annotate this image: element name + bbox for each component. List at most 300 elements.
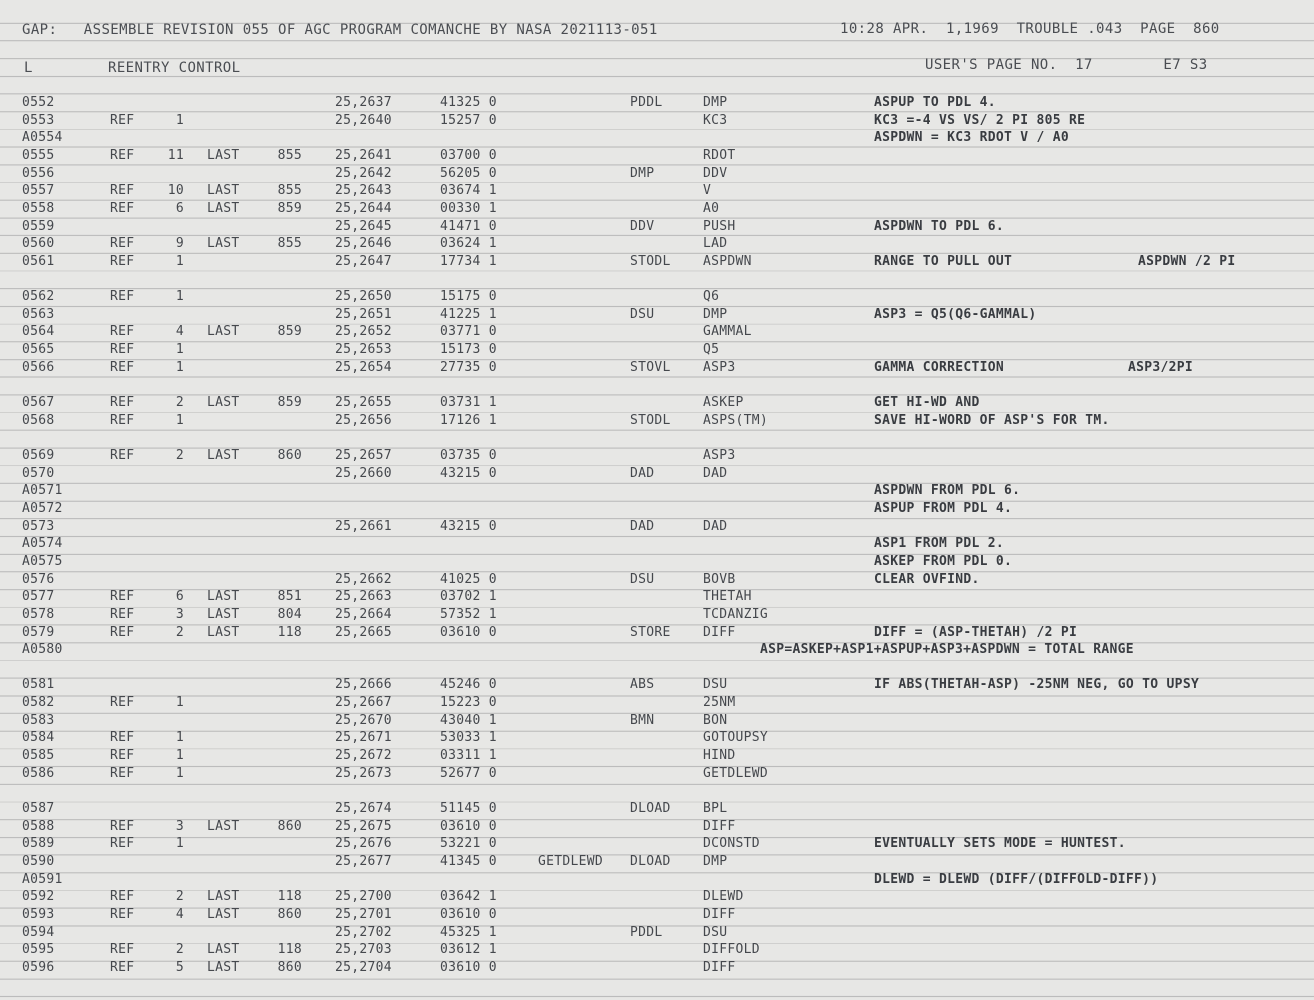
ref-marker: REF <box>110 836 135 852</box>
comment: ASP1 FROM PDL 2. <box>874 536 1005 552</box>
operand: ASPS(TM) <box>703 412 769 428</box>
last-page: 859 <box>277 324 302 340</box>
line-number: A0591 <box>22 871 63 887</box>
listing-row <box>0 466 1314 484</box>
ref-count: 1 <box>175 748 184 764</box>
operand: A0 <box>703 200 720 216</box>
line-number: A0571 <box>22 483 63 499</box>
octal-code: 41325 0 <box>440 95 497 110</box>
listing-row <box>0 342 1314 360</box>
operand: V <box>703 183 712 199</box>
listing-row <box>0 872 1314 890</box>
line-number: 0556 <box>22 165 55 181</box>
last-marker: LAST <box>207 589 240 605</box>
line-number: A0580 <box>22 642 63 658</box>
listing-row <box>0 201 1314 219</box>
address: 25,2676 <box>335 836 392 852</box>
listing-row <box>0 501 1314 519</box>
operand: THETAH <box>703 589 752 605</box>
line-number: 0553 <box>22 112 55 128</box>
octal-code: 15257 0 <box>440 112 497 128</box>
operand: DMP <box>703 95 728 110</box>
listing-row <box>0 925 1314 943</box>
listing-row <box>0 836 1314 854</box>
operand: BON <box>703 712 728 728</box>
listing-row <box>0 554 1314 572</box>
listing-row <box>0 219 1314 237</box>
octal-code: 43215 0 <box>440 518 497 534</box>
ref-count: 1 <box>175 836 184 852</box>
operand: HIND <box>703 748 736 764</box>
opcode: DAD <box>630 518 655 534</box>
opcode: DLOAD <box>630 853 671 869</box>
last-marker: LAST <box>207 448 240 463</box>
last-marker: LAST <box>207 624 240 640</box>
ref-marker: REF <box>110 589 135 605</box>
operand: 25NM <box>703 695 736 711</box>
octal-code: 03610 0 <box>440 624 497 640</box>
last-marker: LAST <box>207 959 240 975</box>
comment: CLEAR OVFIND. <box>874 571 980 587</box>
listing-row <box>0 677 1314 695</box>
operand: BOVB <box>703 571 736 587</box>
operand: ASKEP <box>703 395 744 411</box>
opcode: DLOAD <box>630 801 671 816</box>
line-number: 0563 <box>22 306 55 322</box>
ref-count: 1 <box>175 342 184 358</box>
line-number: 0584 <box>22 730 55 746</box>
address: 25,2645 <box>335 218 392 234</box>
listing-row <box>0 660 1314 678</box>
line-number: 0593 <box>22 906 55 922</box>
address: 25,2647 <box>335 253 392 269</box>
address: 25,2701 <box>335 906 392 922</box>
operand: DMP <box>703 853 728 869</box>
line-number: 0552 <box>22 95 55 110</box>
octal-code: 03642 1 <box>440 889 497 905</box>
address: 25,2700 <box>335 889 392 905</box>
last-marker: LAST <box>207 324 240 340</box>
last-page: 855 <box>277 147 302 163</box>
line-number: 0585 <box>22 748 55 764</box>
operand: KC3 <box>703 112 728 128</box>
octal-code: 03610 0 <box>440 818 497 834</box>
listing-row <box>0 854 1314 872</box>
listing-row <box>0 819 1314 837</box>
ref-marker: REF <box>110 359 135 375</box>
octal-code: 03311 1 <box>440 748 497 764</box>
address: 25,2673 <box>335 765 392 781</box>
ref-count: 2 <box>175 624 184 640</box>
listing-row <box>0 483 1314 501</box>
ref-marker: REF <box>110 253 135 269</box>
address: 25,2704 <box>335 959 392 975</box>
ref-marker: REF <box>110 236 135 252</box>
ref-marker: REF <box>110 324 135 340</box>
line-number: 0557 <box>22 183 55 199</box>
line-number: 0576 <box>22 571 55 587</box>
line-number: 0573 <box>22 518 55 534</box>
address: 25,2703 <box>335 942 392 958</box>
address: 25,2655 <box>335 395 392 411</box>
address: 25,2674 <box>335 801 392 816</box>
comment-extra: ASPDWN /2 PI <box>1138 253 1236 269</box>
ref-count: 3 <box>175 606 184 622</box>
opcode: BMN <box>630 712 655 728</box>
comment: ASPDWN TO PDL 6. <box>874 218 1005 234</box>
address: 25,2641 <box>335 147 392 163</box>
ref-count: 2 <box>175 448 184 463</box>
address: 25,2672 <box>335 748 392 764</box>
last-page: 804 <box>277 606 302 622</box>
last-marker: LAST <box>207 236 240 252</box>
comment: KC3 =-4 VS VS/ 2 PI 805 RE <box>874 112 1086 128</box>
listing-row <box>0 148 1314 166</box>
octal-code: 03612 1 <box>440 942 497 958</box>
operand: DCONSTD <box>703 836 760 852</box>
octal-code: 27735 0 <box>440 359 497 375</box>
last-page: 851 <box>277 589 302 605</box>
listing-row <box>0 713 1314 731</box>
line-number: 0555 <box>22 147 55 163</box>
listing-row <box>0 801 1314 819</box>
ref-marker: REF <box>110 959 135 975</box>
line-number: 0562 <box>22 289 55 305</box>
listing-row <box>0 307 1314 325</box>
ref-marker: REF <box>110 448 135 463</box>
operand: DIFF <box>703 818 736 834</box>
ref-marker: REF <box>110 818 135 834</box>
comment: ASPDWN = KC3 RDOT V / A0 <box>874 130 1070 146</box>
line-number: 0594 <box>22 924 55 940</box>
listing-row <box>0 272 1314 290</box>
ref-count: 2 <box>175 942 184 958</box>
octal-code: 03610 0 <box>440 906 497 922</box>
last-page: 860 <box>277 959 302 975</box>
address: 25,2650 <box>335 289 392 305</box>
comment: ASPDWN FROM PDL 6. <box>874 483 1021 499</box>
listing-row <box>0 183 1314 201</box>
opcode: PDDL <box>630 95 663 110</box>
octal-code: 17734 1 <box>440 253 497 269</box>
ref-marker: REF <box>110 112 135 128</box>
address: 25,2651 <box>335 306 392 322</box>
last-marker: LAST <box>207 942 240 958</box>
ref-count: 1 <box>175 765 184 781</box>
line-number: 0568 <box>22 412 55 428</box>
comment: ASKEP FROM PDL 0. <box>874 553 1013 569</box>
address: 25,2677 <box>335 853 392 869</box>
header-user-page: USER'S PAGE NO. 17 E7 S3 <box>925 57 1208 73</box>
ref-marker: REF <box>110 942 135 958</box>
line-number: 0569 <box>22 448 55 463</box>
ref-count: 1 <box>175 359 184 375</box>
last-page: 118 <box>277 624 302 640</box>
listing-row <box>0 572 1314 590</box>
comment: EVENTUALLY SETS MODE = HUNTEST. <box>874 836 1126 852</box>
comment: GAMMA CORRECTION <box>874 359 1005 375</box>
line-number: 0587 <box>22 801 55 816</box>
octal-code: 56205 0 <box>440 165 497 181</box>
ref-marker: REF <box>110 147 135 163</box>
comment: DLEWD = DLEWD (DIFF/(DIFFOLD-DIFF)) <box>874 871 1159 887</box>
line-number: 0567 <box>22 395 55 411</box>
line-number: 0577 <box>22 589 55 605</box>
last-page: 118 <box>277 942 302 958</box>
octal-code: 45246 0 <box>440 677 497 693</box>
opcode: DAD <box>630 465 655 481</box>
line-number: 0566 <box>22 359 55 375</box>
line-number: 0596 <box>22 959 55 975</box>
label: GETDLEWD <box>538 853 604 869</box>
operand: DIFFOLD <box>703 942 760 958</box>
address: 25,2657 <box>335 448 392 463</box>
last-marker: LAST <box>207 147 240 163</box>
octal-code: 03735 0 <box>440 448 497 463</box>
octal-code: 53033 1 <box>440 730 497 746</box>
last-marker: LAST <box>207 395 240 411</box>
line-number: 0582 <box>22 695 55 711</box>
octal-code: 51145 0 <box>440 801 497 816</box>
ref-marker: REF <box>110 606 135 622</box>
last-marker: LAST <box>207 818 240 834</box>
last-marker: LAST <box>207 906 240 922</box>
line-number: 0579 <box>22 624 55 640</box>
octal-code: 15173 0 <box>440 342 497 358</box>
ref-count: 10 <box>167 183 184 199</box>
octal-code: 03624 1 <box>440 236 497 252</box>
octal-code: 03610 0 <box>440 959 497 975</box>
comment: ASP3 = Q5(Q6-GAMMAL) <box>874 306 1037 322</box>
address: 25,2653 <box>335 342 392 358</box>
line-number: A0572 <box>22 500 63 516</box>
listing-row <box>0 589 1314 607</box>
operand: DDV <box>703 165 728 181</box>
last-marker: LAST <box>207 889 240 905</box>
operand: ASPDWN <box>703 253 752 269</box>
ref-marker: REF <box>110 906 135 922</box>
address: 25,2675 <box>335 818 392 834</box>
listing-row <box>0 236 1314 254</box>
listing-row <box>0 95 1314 113</box>
address: 25,2702 <box>335 924 392 940</box>
octal-code: 41225 1 <box>440 306 497 322</box>
operand: Q6 <box>703 289 720 305</box>
comment-wide: ASP=ASKEP+ASP1+ASPUP+ASP3+ASPDWN = TOTAL RANGE <box>760 642 1134 658</box>
octal-code: 52677 0 <box>440 765 497 781</box>
address: 25,2663 <box>335 589 392 605</box>
octal-code: 03700 0 <box>440 147 497 163</box>
comment: RANGE TO PULL OUT <box>874 253 1013 269</box>
line-number: 0592 <box>22 889 55 905</box>
comment-extra: ASP3/2PI <box>1128 359 1194 375</box>
comment: GET HI-WD AND <box>874 395 980 411</box>
operand: RDOT <box>703 147 736 163</box>
ref-count: 1 <box>175 112 184 128</box>
operand: DSU <box>703 677 728 693</box>
header-date-page: 10:28 APR. 1,1969 TROUBLE .043 PAGE 860 <box>840 21 1220 37</box>
ref-count: 9 <box>175 236 184 252</box>
line-number: A0575 <box>22 553 63 569</box>
ref-count: 6 <box>175 200 184 216</box>
listing-row <box>0 289 1314 307</box>
last-page: 855 <box>277 183 302 199</box>
listing-row <box>0 695 1314 713</box>
listing-row <box>0 907 1314 925</box>
address: 25,2637 <box>335 95 392 110</box>
address: 25,2666 <box>335 677 392 693</box>
header-section-title: REENTRY CONTROL <box>108 60 241 76</box>
line-number: 0565 <box>22 342 55 358</box>
octal-code: 03702 1 <box>440 589 497 605</box>
line-number: 0583 <box>22 712 55 728</box>
address: 25,2667 <box>335 695 392 711</box>
listing-row <box>0 607 1314 625</box>
listing-row <box>0 942 1314 960</box>
listing-row <box>0 960 1314 978</box>
opcode: STORE <box>630 624 671 640</box>
operand: GOTOUPSY <box>703 730 769 746</box>
last-page: 860 <box>277 448 302 463</box>
listing-row <box>0 783 1314 801</box>
octal-code: 41025 0 <box>440 571 497 587</box>
octal-code: 15223 0 <box>440 695 497 711</box>
ref-count: 6 <box>175 589 184 605</box>
listing-row <box>0 642 1314 660</box>
address: 25,2646 <box>335 236 392 252</box>
ref-marker: REF <box>110 730 135 746</box>
header-title: GAP: ASSEMBLE REVISION 055 OF AGC PROGRAM COMANCHE BY NASA 2021113-051 <box>22 22 658 38</box>
line-number: 0578 <box>22 606 55 622</box>
last-marker: LAST <box>207 183 240 199</box>
line-number: 0564 <box>22 324 55 340</box>
address: 25,2670 <box>335 712 392 728</box>
octal-code: 57352 1 <box>440 606 497 622</box>
octal-code: 53221 0 <box>440 836 497 852</box>
listing-row <box>0 360 1314 378</box>
comment: ASPUP FROM PDL 4. <box>874 500 1013 516</box>
octal-code: 45325 1 <box>440 924 497 940</box>
ref-count: 11 <box>167 147 184 163</box>
opcode: STODL <box>630 412 671 428</box>
ref-count: 4 <box>175 324 184 340</box>
line-number: 0595 <box>22 942 55 958</box>
line-number: A0554 <box>22 130 63 146</box>
ref-marker: REF <box>110 289 135 305</box>
ref-marker: REF <box>110 765 135 781</box>
line-number: 0581 <box>22 677 55 693</box>
ref-marker: REF <box>110 412 135 428</box>
listing-row <box>0 766 1314 784</box>
opcode: ABS <box>630 677 655 693</box>
last-page: 860 <box>277 906 302 922</box>
operand: DSU <box>703 924 728 940</box>
octal-code: 43040 1 <box>440 712 497 728</box>
operand: ASP3 <box>703 448 736 463</box>
ref-count: 1 <box>175 412 184 428</box>
listing-row <box>0 254 1314 272</box>
operand: DMP <box>703 306 728 322</box>
line-number: 0586 <box>22 765 55 781</box>
operand: DAD <box>703 465 728 481</box>
ref-count: 2 <box>175 889 184 905</box>
ref-marker: REF <box>110 889 135 905</box>
listing-row <box>0 395 1314 413</box>
comment: ASPUP TO PDL 4. <box>874 95 996 110</box>
ref-marker: REF <box>110 342 135 358</box>
listing-row <box>0 748 1314 766</box>
operand: BPL <box>703 801 728 816</box>
operand: DIFF <box>703 624 736 640</box>
address: 25,2640 <box>335 112 392 128</box>
last-page: 118 <box>277 889 302 905</box>
last-page: 859 <box>277 395 302 411</box>
ref-marker: REF <box>110 748 135 764</box>
listing-row <box>0 889 1314 907</box>
ref-count: 5 <box>175 959 184 975</box>
ref-count: 4 <box>175 906 184 922</box>
listing-row <box>0 324 1314 342</box>
listing-row <box>0 430 1314 448</box>
address: 25,2652 <box>335 324 392 340</box>
line-number: 0561 <box>22 253 55 269</box>
address: 25,2661 <box>335 518 392 534</box>
comment: DIFF = (ASP-THETAH) /2 PI <box>874 624 1078 640</box>
listing-row <box>0 536 1314 554</box>
last-page: 859 <box>277 200 302 216</box>
octal-code: 43215 0 <box>440 465 497 481</box>
operand: TCDANZIG <box>703 606 769 622</box>
opcode: DDV <box>630 218 655 234</box>
last-marker: LAST <box>207 200 240 216</box>
listing-row <box>0 625 1314 643</box>
opcode: DSU <box>630 571 655 587</box>
listing-row <box>0 519 1314 537</box>
listing-row <box>0 448 1314 466</box>
ref-count: 3 <box>175 818 184 834</box>
address: 25,2642 <box>335 165 392 181</box>
comment: IF ABS(THETAH-ASP) -25NM NEG, GO TO UPSY <box>874 677 1200 693</box>
address: 25,2662 <box>335 571 392 587</box>
octal-code: 00330 1 <box>440 200 497 216</box>
last-page: 860 <box>277 818 302 834</box>
opcode: STOVL <box>630 359 671 375</box>
opcode: DSU <box>630 306 655 322</box>
line-number: 0570 <box>22 465 55 481</box>
listing-row <box>0 377 1314 395</box>
opcode: STODL <box>630 253 671 269</box>
ref-count: 1 <box>175 730 184 746</box>
ref-count: 1 <box>175 289 184 305</box>
operand: DLEWD <box>703 889 744 905</box>
operand: DAD <box>703 518 728 534</box>
address: 25,2664 <box>335 606 392 622</box>
operand: GETDLEWD <box>703 765 769 781</box>
operand: PUSH <box>703 218 736 234</box>
listing-row <box>0 130 1314 148</box>
address: 25,2665 <box>335 624 392 640</box>
address: 25,2643 <box>335 183 392 199</box>
address: 25,2660 <box>335 465 392 481</box>
line-number: 0559 <box>22 218 55 234</box>
listing-row <box>0 166 1314 184</box>
octal-code: 41471 0 <box>440 218 497 234</box>
octal-code: 15175 0 <box>440 289 497 305</box>
operand: Q5 <box>703 342 720 358</box>
operand: GAMMAL <box>703 324 752 340</box>
comment: SAVE HI-WORD OF ASP'S FOR TM. <box>874 412 1110 428</box>
octal-code: 03771 0 <box>440 324 497 340</box>
